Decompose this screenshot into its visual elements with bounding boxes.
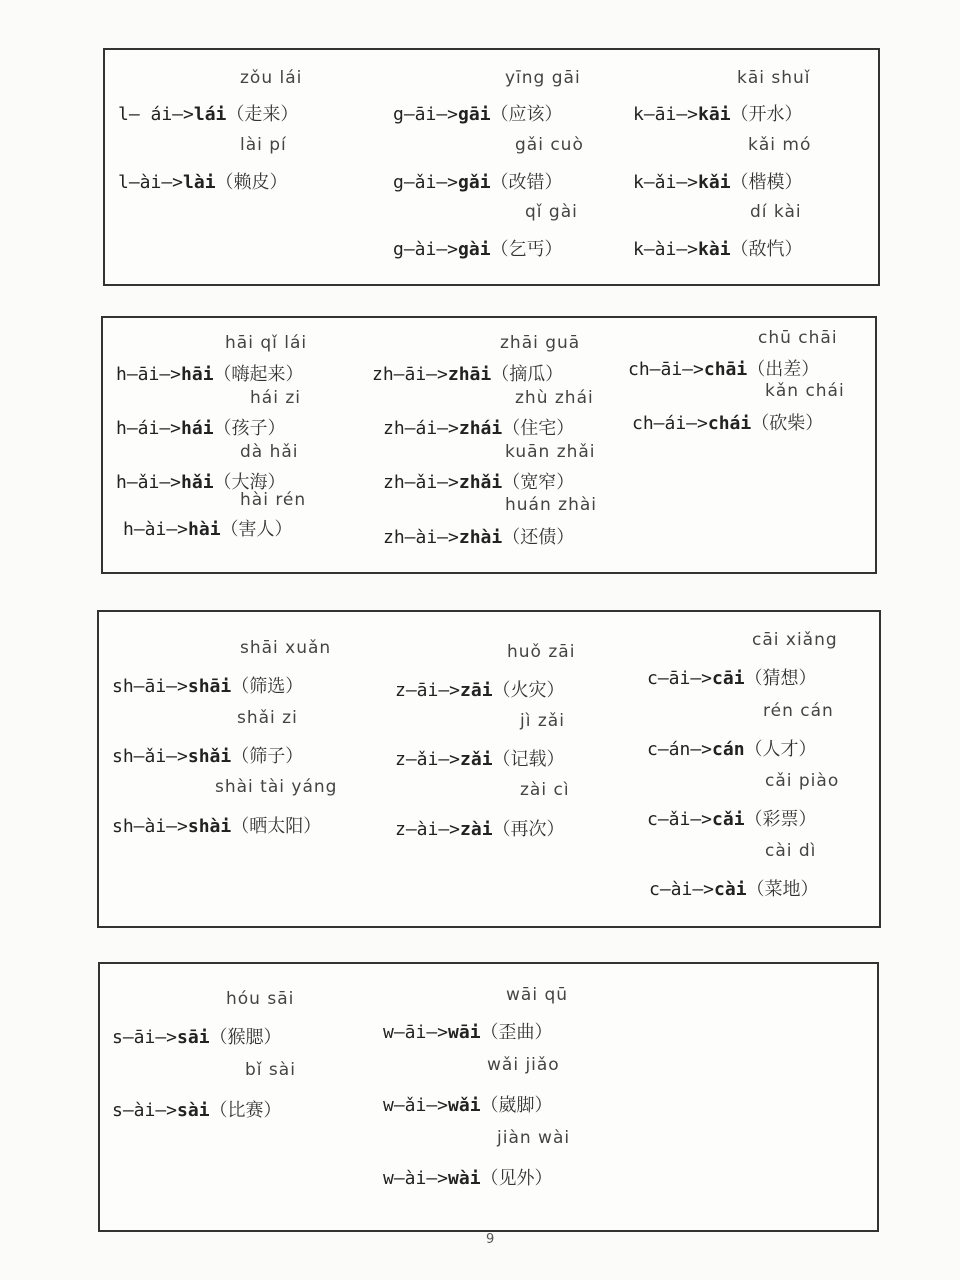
hanzi-word: （歪曲） xyxy=(480,1022,553,1043)
formula-parts: zh—āi—> xyxy=(372,364,448,385)
hanzi-word: （筛选） xyxy=(231,676,304,697)
formula-parts: s—āi—> xyxy=(112,1027,178,1048)
spelling-formula xyxy=(647,664,817,690)
formula-parts: c—āi—> xyxy=(647,668,713,689)
result-syllable: hǎi xyxy=(181,472,214,493)
spelling-formula xyxy=(118,100,298,126)
spelling-formula xyxy=(383,1018,553,1044)
formula-parts: w—ài—> xyxy=(383,1168,449,1189)
hanzi-word: （彩票） xyxy=(744,809,817,830)
pinyin-annotation: kuān zhǎi xyxy=(505,442,596,462)
formula-parts: sh—ài—> xyxy=(112,816,188,837)
formula-parts: k—āi—> xyxy=(633,104,699,125)
pinyin-annotation: hāi qǐ lái xyxy=(225,333,308,353)
result-syllable: wāi xyxy=(448,1022,481,1043)
hanzi-word: （还债） xyxy=(502,527,575,548)
hanzi-word: （人才） xyxy=(744,739,817,760)
hanzi-word: （楷模） xyxy=(730,172,803,193)
pinyin-annotation: wǎi jiǎo xyxy=(487,1055,560,1075)
formula-parts: zh—ǎi—> xyxy=(383,472,459,493)
result-syllable: chāi xyxy=(703,359,748,380)
pinyin-annotation: zhāi guā xyxy=(500,333,581,353)
hanzi-word: （崴脚） xyxy=(480,1095,553,1116)
spelling-formula xyxy=(112,672,303,698)
result-syllable: wài xyxy=(448,1168,481,1189)
formula-parts: c—án—> xyxy=(647,739,713,760)
pinyin-annotation: kǎi mó xyxy=(748,135,812,155)
result-syllable: sāi xyxy=(177,1027,210,1048)
pinyin-annotation: rén cán xyxy=(763,701,834,721)
pinyin-annotation: dí kài xyxy=(750,202,802,222)
formula-parts: s—ài—> xyxy=(112,1100,178,1121)
spelling-formula xyxy=(633,100,803,126)
result-syllable: lái xyxy=(193,104,227,125)
result-syllable: shài xyxy=(187,816,232,837)
spelling-formula xyxy=(118,168,288,194)
formula-parts: sh—ǎi—> xyxy=(112,746,188,767)
formula-parts: w—ǎi—> xyxy=(383,1095,449,1116)
result-syllable: zāi xyxy=(460,680,493,701)
pinyin-annotation: cāi xiǎng xyxy=(752,630,838,650)
result-syllable: gài xyxy=(458,239,491,260)
pinyin-annotation: jiàn wài xyxy=(497,1128,571,1148)
formula-parts: zh—ái—> xyxy=(383,418,459,439)
page-number: 9 xyxy=(486,1232,495,1247)
hanzi-word: （晒太阳） xyxy=(231,816,322,837)
result-syllable: cán xyxy=(712,739,745,760)
pinyin-annotation: gǎi cuò xyxy=(515,135,584,155)
formula-parts: c—ài—> xyxy=(649,879,715,900)
result-syllable: cāi xyxy=(712,668,745,689)
result-syllable: zǎi xyxy=(460,749,493,770)
result-syllable: zhài xyxy=(458,527,503,548)
formula-parts: h—ái—> xyxy=(116,418,182,439)
spelling-formula xyxy=(649,875,819,901)
hanzi-word: （害人） xyxy=(220,519,293,540)
formula-parts: h—ǎi—> xyxy=(116,472,182,493)
hanzi-word: （筛子） xyxy=(231,746,304,767)
hanzi-word: （摘瓜） xyxy=(491,364,564,385)
result-syllable: gǎi xyxy=(458,172,491,193)
hanzi-word: （宽窄） xyxy=(502,472,575,493)
result-syllable: kǎi xyxy=(698,172,731,193)
pinyin-annotation: yīng gāi xyxy=(505,68,581,88)
spelling-formula xyxy=(393,235,563,261)
result-syllable: kài xyxy=(698,239,731,260)
pinyin-annotation: hài rén xyxy=(240,490,307,510)
pinyin-annotation: zǒu lái xyxy=(240,68,303,88)
spelling-formula xyxy=(393,168,563,194)
hanzi-word: （走来） xyxy=(226,104,299,125)
result-syllable: sài xyxy=(177,1100,210,1121)
spelling-formula xyxy=(112,812,321,838)
pinyin-annotation: kǎn chái xyxy=(765,381,845,401)
formula-parts: c—ǎi—> xyxy=(647,809,713,830)
result-syllable: hái xyxy=(181,418,214,439)
hanzi-word: （嗨起来） xyxy=(213,364,304,385)
pinyin-annotation: huán zhài xyxy=(505,495,597,515)
result-syllable: shǎi xyxy=(187,746,232,767)
hanzi-word: （记载） xyxy=(492,749,565,770)
formula-parts: g—āi—> xyxy=(393,104,459,125)
formula-parts: h—ài—> xyxy=(123,519,189,540)
hanzi-word: （见外） xyxy=(480,1168,553,1189)
hanzi-word: （应该） xyxy=(490,104,563,125)
spelling-formula xyxy=(123,515,293,541)
result-syllable: gāi xyxy=(458,104,491,125)
spelling-formula xyxy=(383,1164,553,1190)
result-syllable: zài xyxy=(460,819,493,840)
hanzi-word: （火灾） xyxy=(492,680,565,701)
pinyin-annotation: bǐ sài xyxy=(245,1060,296,1080)
formula-parts: h—āi—> xyxy=(116,364,182,385)
spelling-formula xyxy=(372,360,563,386)
formula-parts: k—ǎi—> xyxy=(633,172,699,193)
pinyin-annotation: zhù zhái xyxy=(515,388,594,408)
spelling-formula xyxy=(632,409,823,435)
spelling-formula xyxy=(383,1091,553,1117)
formula-parts: z—ǎi—> xyxy=(395,749,461,770)
spelling-formula xyxy=(647,805,817,831)
formula-parts: w—āi—> xyxy=(383,1022,449,1043)
result-syllable: hāi xyxy=(181,364,214,385)
hanzi-word: （开水） xyxy=(730,104,803,125)
formula-parts: l—ài—> xyxy=(118,172,184,193)
hanzi-word: （菜地） xyxy=(746,879,819,900)
pinyin-annotation: dà hǎi xyxy=(240,442,299,462)
result-syllable: cài xyxy=(714,879,747,900)
formula-parts: ch—āi—> xyxy=(628,359,704,380)
spelling-formula xyxy=(116,360,304,386)
formula-parts: sh—āi—> xyxy=(112,676,188,697)
pinyin-annotation: chū chāi xyxy=(758,328,838,348)
hanzi-word: （比赛） xyxy=(209,1100,282,1121)
hanzi-word: （再次） xyxy=(492,819,565,840)
pinyin-annotation: zài cì xyxy=(520,780,570,800)
hanzi-word: （猜想） xyxy=(744,668,817,689)
spelling-formula xyxy=(112,1023,282,1049)
formula-parts: g—ǎi—> xyxy=(393,172,459,193)
result-syllable: zhǎi xyxy=(458,472,503,493)
formula-parts: g—ài—> xyxy=(393,239,459,260)
pinyin-annotation: cǎi piào xyxy=(765,771,840,791)
spelling-formula xyxy=(633,168,803,194)
result-syllable: lài xyxy=(183,172,216,193)
pinyin-annotation: shài tài yáng xyxy=(215,777,338,797)
spelling-formula xyxy=(393,100,563,126)
pinyin-annotation: huǒ zāi xyxy=(507,642,576,662)
spelling-formula xyxy=(112,1096,282,1122)
result-syllable: wǎi xyxy=(448,1095,481,1116)
hanzi-word: （敌忾） xyxy=(730,239,803,260)
result-syllable: kāi xyxy=(698,104,731,125)
hanzi-word: （砍柴） xyxy=(751,413,824,434)
spelling-formula xyxy=(116,414,286,440)
formula-parts: ch—ái—> xyxy=(632,413,708,434)
pinyin-annotation: shāi xuǎn xyxy=(240,638,332,658)
pinyin-annotation: shǎi zi xyxy=(237,708,298,728)
spelling-formula xyxy=(633,235,803,261)
formula-parts: k—ài—> xyxy=(633,239,699,260)
spelling-formula xyxy=(395,745,565,771)
spelling-formula xyxy=(647,735,817,761)
hanzi-word: （住宅） xyxy=(502,418,575,439)
pinyin-annotation: hóu sāi xyxy=(226,989,295,1009)
formula-parts: z—āi—> xyxy=(395,680,461,701)
hanzi-word: （改错） xyxy=(490,172,563,193)
pinyin-annotation: jì zǎi xyxy=(520,711,565,731)
hanzi-word: （大海） xyxy=(213,472,286,493)
pinyin-annotation: hái zi xyxy=(250,388,301,408)
formula-parts: zh—ài—> xyxy=(383,527,459,548)
spelling-formula xyxy=(395,815,565,841)
result-syllable: chái xyxy=(707,413,752,434)
pinyin-annotation: qǐ gài xyxy=(525,202,578,222)
spelling-formula xyxy=(395,676,565,702)
hanzi-word: （孩子） xyxy=(213,418,286,439)
pinyin-annotation: cài dì xyxy=(765,841,817,861)
result-syllable: shāi xyxy=(187,676,232,697)
pinyin-annotation: kāi shuǐ xyxy=(737,68,811,88)
spelling-formula xyxy=(383,414,574,440)
pinyin-annotation: wāi qū xyxy=(506,985,569,1005)
formula-parts: l— ái—> xyxy=(118,104,194,125)
spelling-formula xyxy=(383,468,574,494)
hanzi-word: （猴腮） xyxy=(209,1027,282,1048)
hanzi-word: （赖皮） xyxy=(215,172,288,193)
spelling-formula xyxy=(383,523,574,549)
spelling-formula xyxy=(628,355,819,381)
pinyin-annotation: lài pí xyxy=(240,135,287,155)
result-syllable: zhái xyxy=(458,418,503,439)
hanzi-word: （乞丐） xyxy=(490,239,563,260)
result-syllable: hài xyxy=(188,519,221,540)
formula-parts: z—ài—> xyxy=(395,819,461,840)
spelling-formula xyxy=(112,742,303,768)
hanzi-word: （出差） xyxy=(747,359,820,380)
result-syllable: cǎi xyxy=(712,809,745,830)
result-syllable: zhāi xyxy=(447,364,492,385)
